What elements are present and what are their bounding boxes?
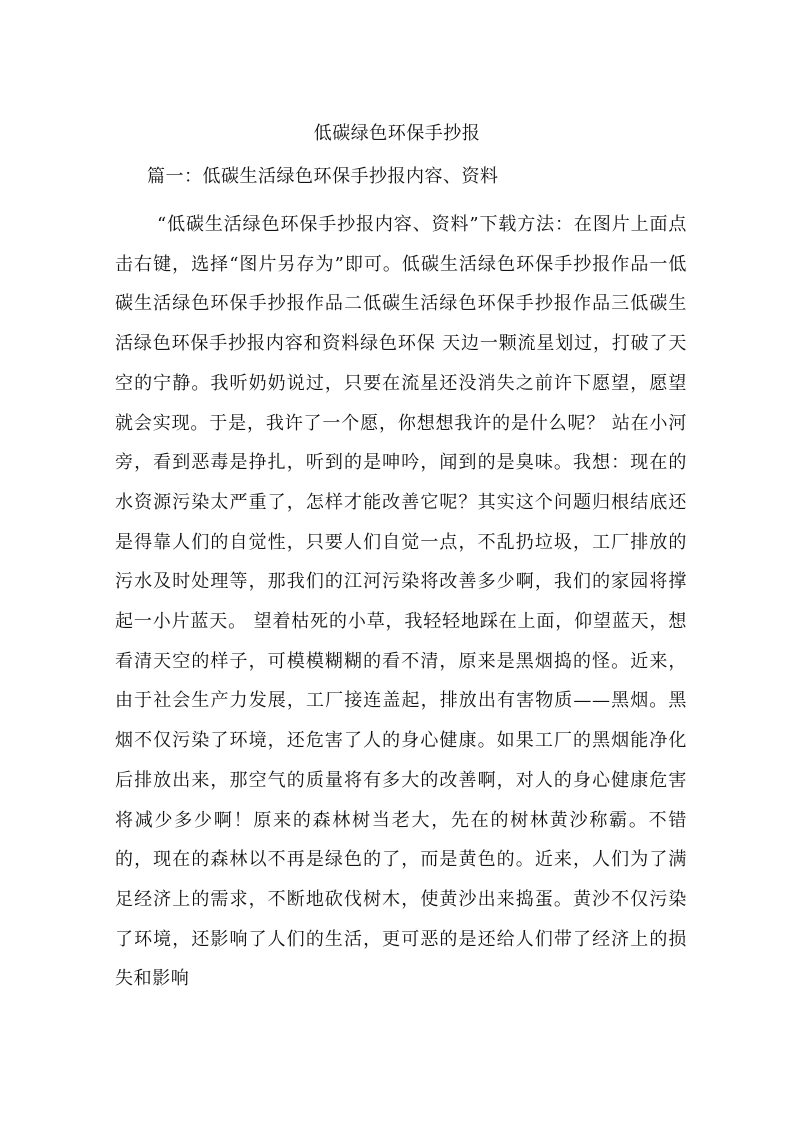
body-paragraph: “低碳生活绿色环保手抄报内容、资料”下载方法：在图片上面点击右键，选择“图片另存为”即可。低碳生活绿色环保手抄报作品一低碳生活绿色环保手抄报作品二低碳生活绿色环保手抄报作品三低碳生活绿色环保手抄报内容和资料绿色环保 天边一颗流星划过，打破了天空的宁静。我听奶奶说过，只要在流星还没消失之前许下愿望，愿望就会实现。于是，我许了一个愿，你想想我许的是什么呢？ 站在小河旁，看到恶毒是挣扎，听到的是呻吟，闻到的是臭味。我想：现在的水资源污染太严重了，怎样才能改善它呢？其实这个问题归根结底还是得靠人们的自觉性，只要人们自觉一点，不乱扔垃圾，工厂排放的污水及时处理等，那我们的江河污染将改善多少啊，我们的家园将撑起一小片蓝天。 望着枯死的小草，我轻轻地踩在上面，仰望蓝天，想看清天空的样子，可模模糊糊的看不清，原来是黑烟捣的怪。近来，由于社会生产力发展，工厂接连盖起，排放出有害物质——黑烟。黑烟不仅污染了环境，还危害了人的身心健康。如果工厂的黑烟能净化后排放出来，那空气的质量将有多大的改善啊，对人的身心健康危害将减少多少啊！原来的森林树当老大，先在的树林黄沙称霸。不错的，现在的森林以不再是绿色的了，而是黄色的。近来，人们为了满足经济上的需求，不断地砍伐树木，使黄沙出来捣蛋。黄沙不仅污染了环境，还影响了人们的生活，更可恶的是还给人们带了经济上的损失和影响 [115, 214, 687, 990]
document-title: 低碳绿色环保手抄报 [313, 123, 481, 144]
section-heading: 篇一：低碳生活绿色环保手抄报内容、资料 [147, 166, 499, 187]
